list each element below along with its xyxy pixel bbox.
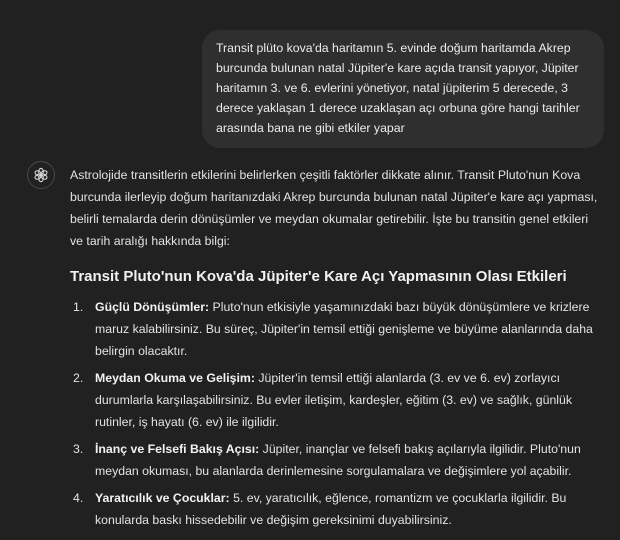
openai-logo-icon bbox=[27, 161, 55, 189]
list-item-title: Yaratıcılık ve Çocuklar: bbox=[95, 491, 230, 505]
assistant-heading: Transit Pluto'nun Kova'da Jüpiter'e Kare Açı Yapmasının Olası Etkileri bbox=[70, 268, 567, 285]
user-message-bubble bbox=[202, 30, 604, 148]
list-item-text: 5. ev, yaratıcılık, eğlence, romantizm ve çocuklarla ilgilidir. Bu konularda baskı hissedebilir ve değişim gereksinimi duyabilirsiniz. bbox=[95, 491, 567, 527]
list-item-text: Jüpiter'in temsil ettiği alanlarda (3. ev ve 6. ev) zorlayıcı durumlarla karşılaşabilirsiniz. Bu evler iletişim, kardeşler, eğitim (3. ev) ve sağlık, günlük rutinler, iş hayatı (6. ev) ile ilgilidir. bbox=[95, 371, 573, 429]
list-item-title: Meydan Okuma ve Gelişim: bbox=[95, 371, 255, 385]
list-item-number: 3. bbox=[73, 442, 84, 456]
assistant-intro: Astrolojide transitlerin etkilerini belirlerken çeşitli faktörler dikkate alınır. Transit Pluto'nun Kova burcunda ilerleyip doğum haritanızdaki Akrep burcunda bulunan natal Jüpiter'e kare açı yapması, belirli temalarda derin dönüşümler ve meydan okumalar getirebilir. İşte bu transitin genel etkileri ve tarih aralığı hakkında bilgi: bbox=[70, 168, 598, 248]
list-item bbox=[70, 438, 602, 482]
effects-list bbox=[70, 296, 602, 531]
list-item-text: Pluto'nun etkisiyle yaşamınızdaki bazı büyük dönüşümlere ve krizlere maruz kalabilirsiniz. Bu süreç, Jüpiter'in temsil ettiği genişleme ve büyüme alanlarında daha belirgin olacaktır. bbox=[95, 300, 593, 358]
list-item-text: Jüpiter, inançlar ve felsefi bakış açılarıyla ilgilidir. Pluto'nun meydan okuması, bu alanlarda derinlemesine sorgulamalara ve değişimlere yol açabilir. bbox=[95, 442, 581, 478]
list-item-title: İnanç ve Felsefi Bakış Açısı: bbox=[95, 442, 260, 456]
list-item-number: 2. bbox=[73, 371, 84, 385]
list-item bbox=[70, 487, 602, 531]
list-item-number: 4. bbox=[73, 491, 84, 505]
list-item bbox=[70, 296, 602, 362]
assistant-message bbox=[70, 164, 602, 536]
list-item-number: 1. bbox=[73, 300, 84, 314]
user-message-text: Transit plüto kova'da haritamın 5. evinde doğum haritamda Akrep burcunda bulunan natal Jüpiter'e kare açıda transit yapıyor, Jüpiter haritamın 3. ve 6. evlerini yönetiyor, natal jüpiterim 5 derecede, 3 derece yaklaşan 1 derece uzaklaşan açı orbuna göre hangi tarihler arasında bana ne gibi etkiler yapar bbox=[216, 41, 580, 135]
list-item-title: Güçlü Dönüşümler: bbox=[95, 300, 210, 314]
list-item bbox=[70, 367, 602, 433]
